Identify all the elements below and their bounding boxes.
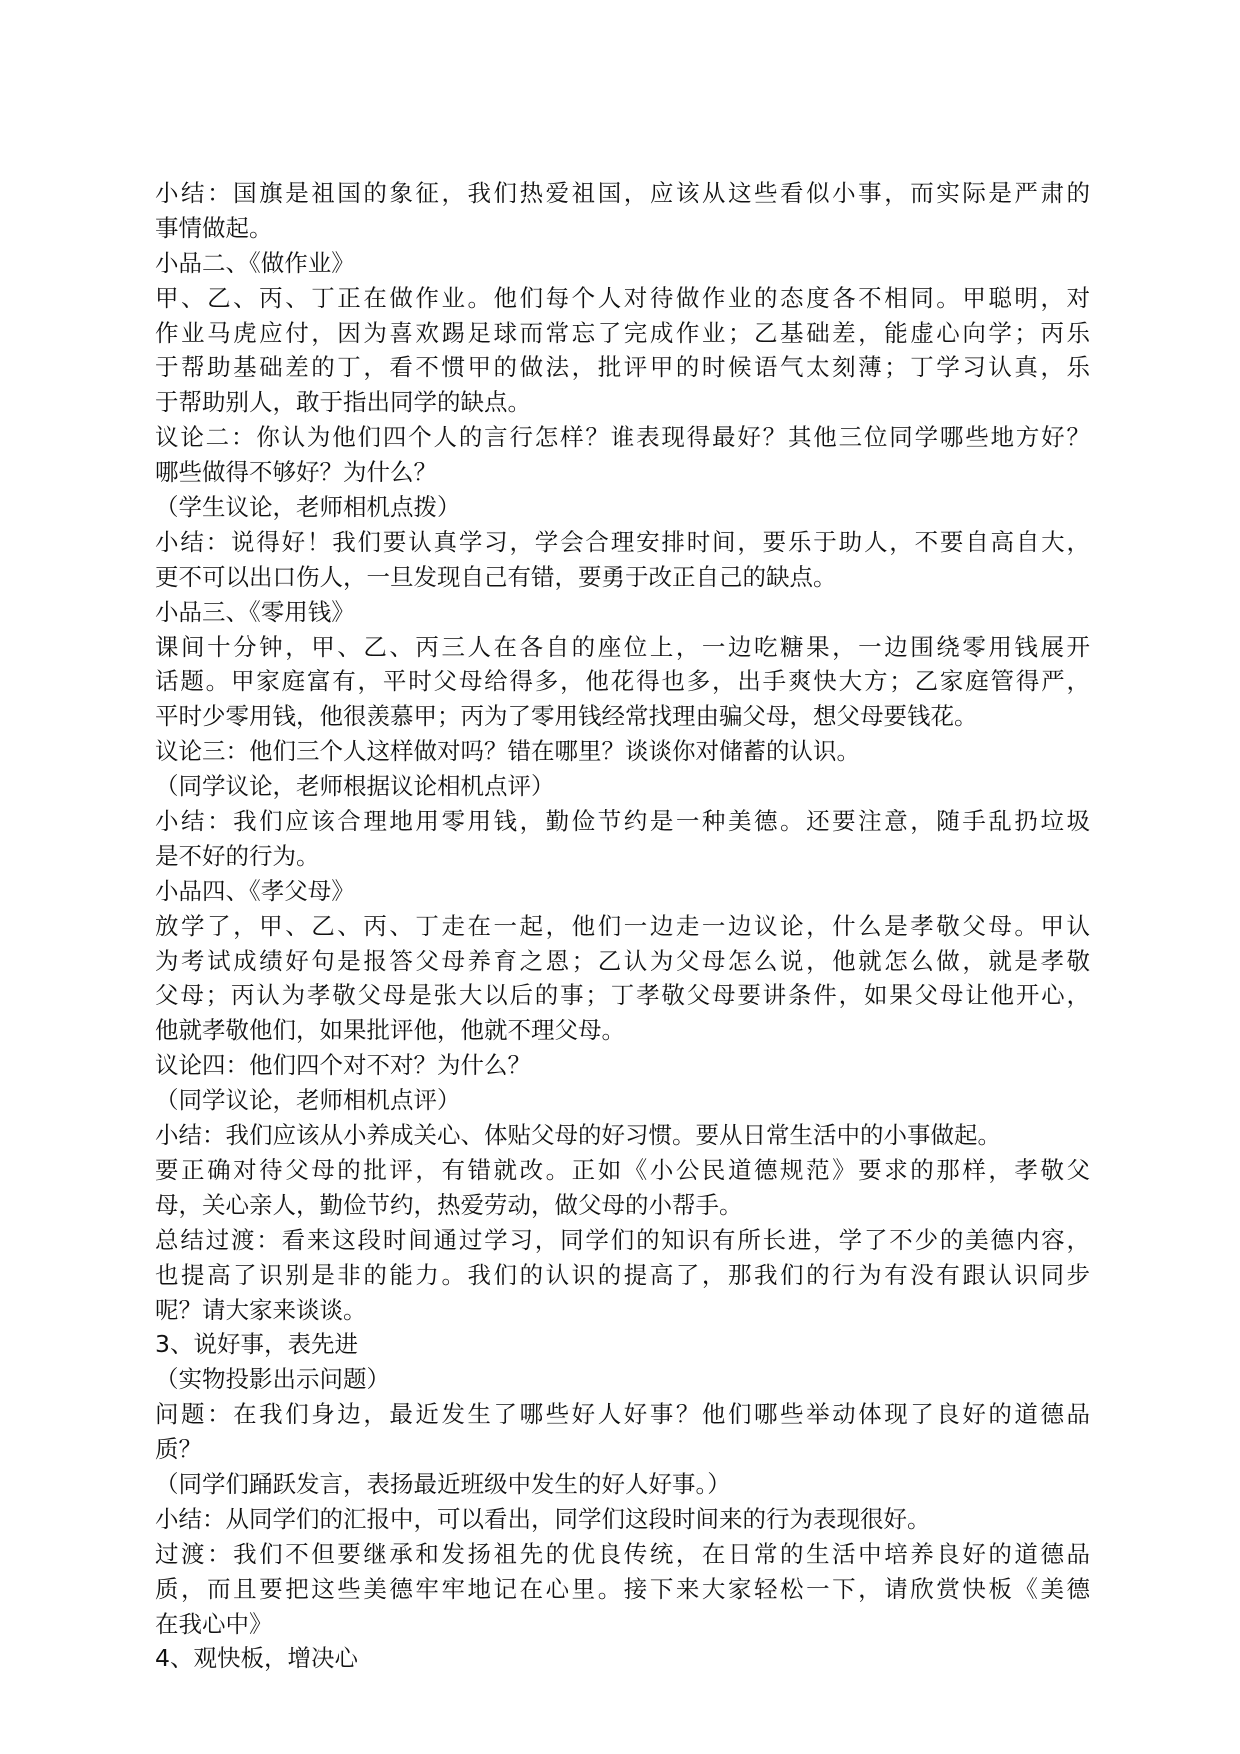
text-line: 于帮助基础差的丁，看不惯甲的做法，批评甲的时候语气太刻薄；丁学习认真，乐 bbox=[155, 353, 1090, 382]
text-line: 于帮助别人，敢于指出同学的缺点。 bbox=[155, 388, 531, 417]
text-line: 过渡：我们不但要继承和发扬祖先的优良传统，在日常的生活中培养良好的道德品 bbox=[155, 1539, 1090, 1568]
text-line: 更不可以出口伤人，一旦发现自己有错，要勇于改正自己的缺点。 bbox=[155, 562, 837, 591]
text-line: 要正确对待父母的批评，有错就改。正如《小公民道德规范》要求的那样，孝敬父 bbox=[155, 1155, 1090, 1184]
text-line: 课间十分钟，甲、乙、丙三人在各自的座位上，一边吃糖果，一边围绕零用钱展开 bbox=[155, 632, 1090, 661]
text-line: 小结：我们应该从小养成关心、体贴父母的好习惯。要从日常生活中的小事做起。 bbox=[155, 1121, 1001, 1150]
text-line: 小结：说得好！我们要认真学习，学会合理安排时间，要乐于助人，不要自高自大， bbox=[155, 527, 1090, 556]
text-line: 小品二、《做作业》 bbox=[155, 248, 355, 277]
text-line: 母，关心亲人，勤俭节约，热爱劳动，做父母的小帮手。 bbox=[155, 1190, 743, 1219]
text-line: （学生议论，老师相机点拨） bbox=[155, 493, 461, 522]
text-line: 小结：国旗是祖国的象征，我们热爱祖国，应该从这些看似小事，而实际是严肃的 bbox=[155, 179, 1090, 207]
text-line: 质？ bbox=[155, 1435, 202, 1464]
text-line: （同学们踊跃发言，表扬最近班级中发生的好人好事。） bbox=[155, 1469, 731, 1498]
text-line: 作业马虎应付，因为喜欢踢足球而常忘了完成作业；乙基础差，能虚心向学；丙乐 bbox=[155, 318, 1090, 347]
text-line: 议论三：他们三个人这样做对吗？错在哪里？谈谈你对储蓄的认识。 bbox=[155, 737, 860, 766]
text-line: 也提高了识别是非的能力。我们的认识的提高了，那我们的行为有没有跟认识同步 bbox=[155, 1260, 1090, 1289]
text-line: 在我心中》 bbox=[155, 1609, 273, 1638]
text-line: 议论二：你认为他们四个人的言行怎样？谁表现得最好？其他三位同学哪些地方好？ bbox=[155, 423, 1090, 452]
text-line: 小结：我们应该合理地用零用钱，勤俭节约是一种美德。还要注意，随手乱扔垃圾 bbox=[155, 807, 1090, 836]
text-line: 小品三、《零用钱》 bbox=[155, 597, 355, 626]
text-line: 哪些做得不够好？为什么？ bbox=[155, 458, 437, 487]
text-line: 4、观快板，增决心 bbox=[155, 1644, 358, 1673]
text-line: （实物投影出示问题） bbox=[155, 1365, 390, 1394]
text-line: 甲、乙、丙、丁正在做作业。他们每个人对待做作业的态度各不相同。甲聪明，对 bbox=[155, 283, 1090, 312]
text-line: 是不好的行为。 bbox=[155, 841, 320, 870]
text-line: 总结过渡：看来这段时间通过学习，同学们的知识有所长进，学了不少的美德内容， bbox=[155, 1225, 1090, 1254]
text-line: 质，而且要把这些美德牢牢地记在心里。接下来大家轻松一下，请欣赏快板《美德 bbox=[155, 1574, 1090, 1603]
text-line: 放学了，甲、乙、丙、丁走在一起，他们一边走一边议论，什么是孝敬父母。甲认 bbox=[155, 911, 1090, 940]
text-line: 父母；丙认为孝敬父母是张大以后的事；丁孝敬父母要讲条件，如果父母让他开心， bbox=[155, 981, 1090, 1010]
text-line: 他就孝敬他们，如果批评他，他就不理父母。 bbox=[155, 1016, 625, 1045]
text-line: 小结：从同学们的汇报中，可以看出，同学们这段时间来的行为表现很好。 bbox=[155, 1504, 931, 1533]
text-line: 小品四、《孝父母》 bbox=[155, 876, 355, 905]
text-line: 事情做起。 bbox=[155, 213, 273, 242]
text-line: 呢？请大家来谈谈。 bbox=[155, 1295, 367, 1324]
text-line: 话题。甲家庭富有，平时父母给得多，他花得也多，出手爽快大方；乙家庭管得严， bbox=[155, 667, 1090, 696]
text-line: 为考试成绩好句是报答父母养育之恩；乙认为父母怎么说，他就怎么做，就是孝敬 bbox=[155, 946, 1090, 975]
text-line: 平时少零用钱，他很羡慕甲；丙为了零用钱经常找理由骗父母，想父母要钱花。 bbox=[155, 702, 978, 731]
text-line: 问题：在我们身边，最近发生了哪些好人好事？他们哪些举动体现了良好的道德品 bbox=[155, 1400, 1090, 1429]
text-line: 3、说好事，表先进 bbox=[155, 1330, 358, 1359]
text-line: 议论四：他们四个对不对？为什么？ bbox=[155, 1051, 531, 1080]
document-body bbox=[155, 176, 1090, 1676]
text-line: （同学议论，老师根据议论相机点评） bbox=[155, 772, 555, 801]
text-line: （同学议论，老师相机点评） bbox=[155, 1086, 461, 1115]
